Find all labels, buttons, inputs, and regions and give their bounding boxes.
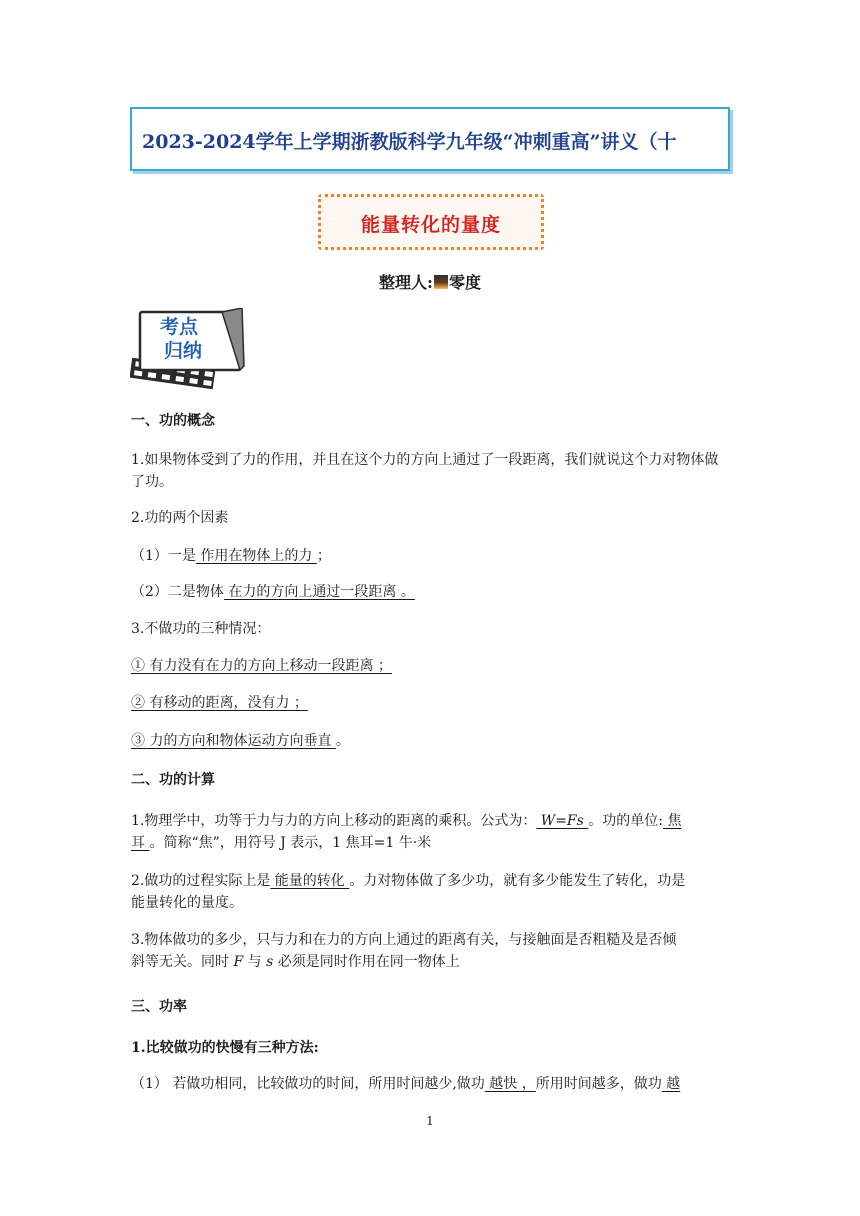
- unit-answer-1: 焦: [663, 813, 682, 829]
- method-1-answer-2: 越: [661, 1076, 681, 1092]
- distance-symbol: s: [266, 954, 274, 970]
- badge-line-2: 归纳: [164, 340, 203, 362]
- work-amount-mid: 与: [243, 954, 267, 970]
- organizer-label: 整理人:: [379, 273, 433, 292]
- factor-1-answer: 作用在物体上的力: [195, 548, 317, 564]
- paragraph-no-work-cases: 3.不做功的三种情况：: [131, 621, 271, 637]
- no-work-case-2: ② 有移动的距离，没有力 ；: [131, 695, 308, 711]
- paragraph-energy-conversion: [131, 870, 731, 892]
- factor-1-prefix: （1）一是: [131, 548, 196, 564]
- no-work-case-3-answer: ③ 力的方向和物体运动方向垂直: [131, 733, 336, 749]
- work-amount-prefix: 斜等无关。同时: [131, 954, 234, 970]
- factor-1-suffix: ；: [316, 548, 331, 564]
- section-heading-1: 一、功的概念: [131, 413, 215, 429]
- method-1-mid: 所用时间越多，做功: [535, 1076, 662, 1092]
- document-title-box: [130, 107, 730, 171]
- energy-description: 。力对物体做了多少功，就有多少能发生了转化，功是: [349, 873, 686, 889]
- unit-intro: 。功的单位:: [588, 813, 663, 829]
- work-amount-suffix: 必须是同时作用在同一物体上: [273, 954, 460, 970]
- paragraph-two-factors: 2.功的两个因素: [131, 510, 229, 526]
- factor-1: [131, 545, 731, 567]
- key-points-badge: [130, 308, 248, 392]
- unit-description: 。简称“焦”，用符号 J 表示，1 焦耳=1 牛·米: [149, 835, 432, 851]
- document-title: 2023-2024学年上学期浙教版科学九年级“冲刺重高”讲义（十: [142, 131, 677, 153]
- organizer-avatar-icon: [434, 275, 448, 289]
- method-1-prefix: （1） 若做功相同，比较做功的时间，所用时间越少,做功: [131, 1076, 485, 1092]
- no-work-case-3-suffix: 。: [335, 733, 350, 749]
- force-symbol: F: [233, 954, 244, 970]
- lesson-subtitle: 能量转化的量度: [360, 214, 501, 236]
- badge-line-1: 考点: [160, 316, 199, 338]
- section-heading-3: 三、功率: [131, 999, 187, 1015]
- paragraph-energy-measure: 能量转化的量度。: [131, 895, 243, 911]
- paragraph-work-definition: 1.如果物体受到了力的作用，并且在这个力的方向上通过了一段距离，我们就说这个力对物体做了功。: [131, 452, 719, 490]
- section-heading-2: 二、功的计算: [131, 772, 215, 788]
- lesson-subtitle-box: [318, 194, 544, 250]
- paragraph-work-formula: [131, 810, 731, 832]
- no-work-case-3: [131, 730, 731, 752]
- paragraph-work-amount: 3.物体做功的多少，只与力和在力的方向上通过的距离有关，与接触面是否粗糙及是否倾: [131, 932, 677, 948]
- power-compare-heading: 1.比较做功的快慢有三种方法:: [131, 1040, 319, 1056]
- formula-intro: 1.物理学中，功等于力与力的方向上移动的距离的乘积。公式为：: [131, 813, 537, 829]
- method-1-answer-1: 越快 ，: [484, 1076, 536, 1092]
- formula-answer: W=Fs: [536, 813, 589, 829]
- organizer-name: 零度: [448, 273, 481, 292]
- factor-2-prefix: （2）二是物体: [131, 584, 224, 600]
- energy-intro: 2.做功的过程实际上是: [131, 873, 271, 889]
- factor-2: [131, 581, 731, 603]
- page-number: 1: [426, 1114, 434, 1128]
- organizer-line: [360, 270, 500, 293]
- factor-2-answer: 在力的方向上通过一段距离 。: [223, 584, 415, 600]
- paragraph-work-amount-cont: [131, 951, 731, 973]
- energy-answer: 能量的转化: [270, 873, 350, 889]
- unit-answer-2: 耳: [131, 835, 150, 851]
- power-compare-method-1: [131, 1073, 731, 1095]
- no-work-case-1: ① 有力没有在力的方向上移动一段距离 ；: [131, 658, 392, 674]
- paragraph-work-unit: [131, 832, 731, 854]
